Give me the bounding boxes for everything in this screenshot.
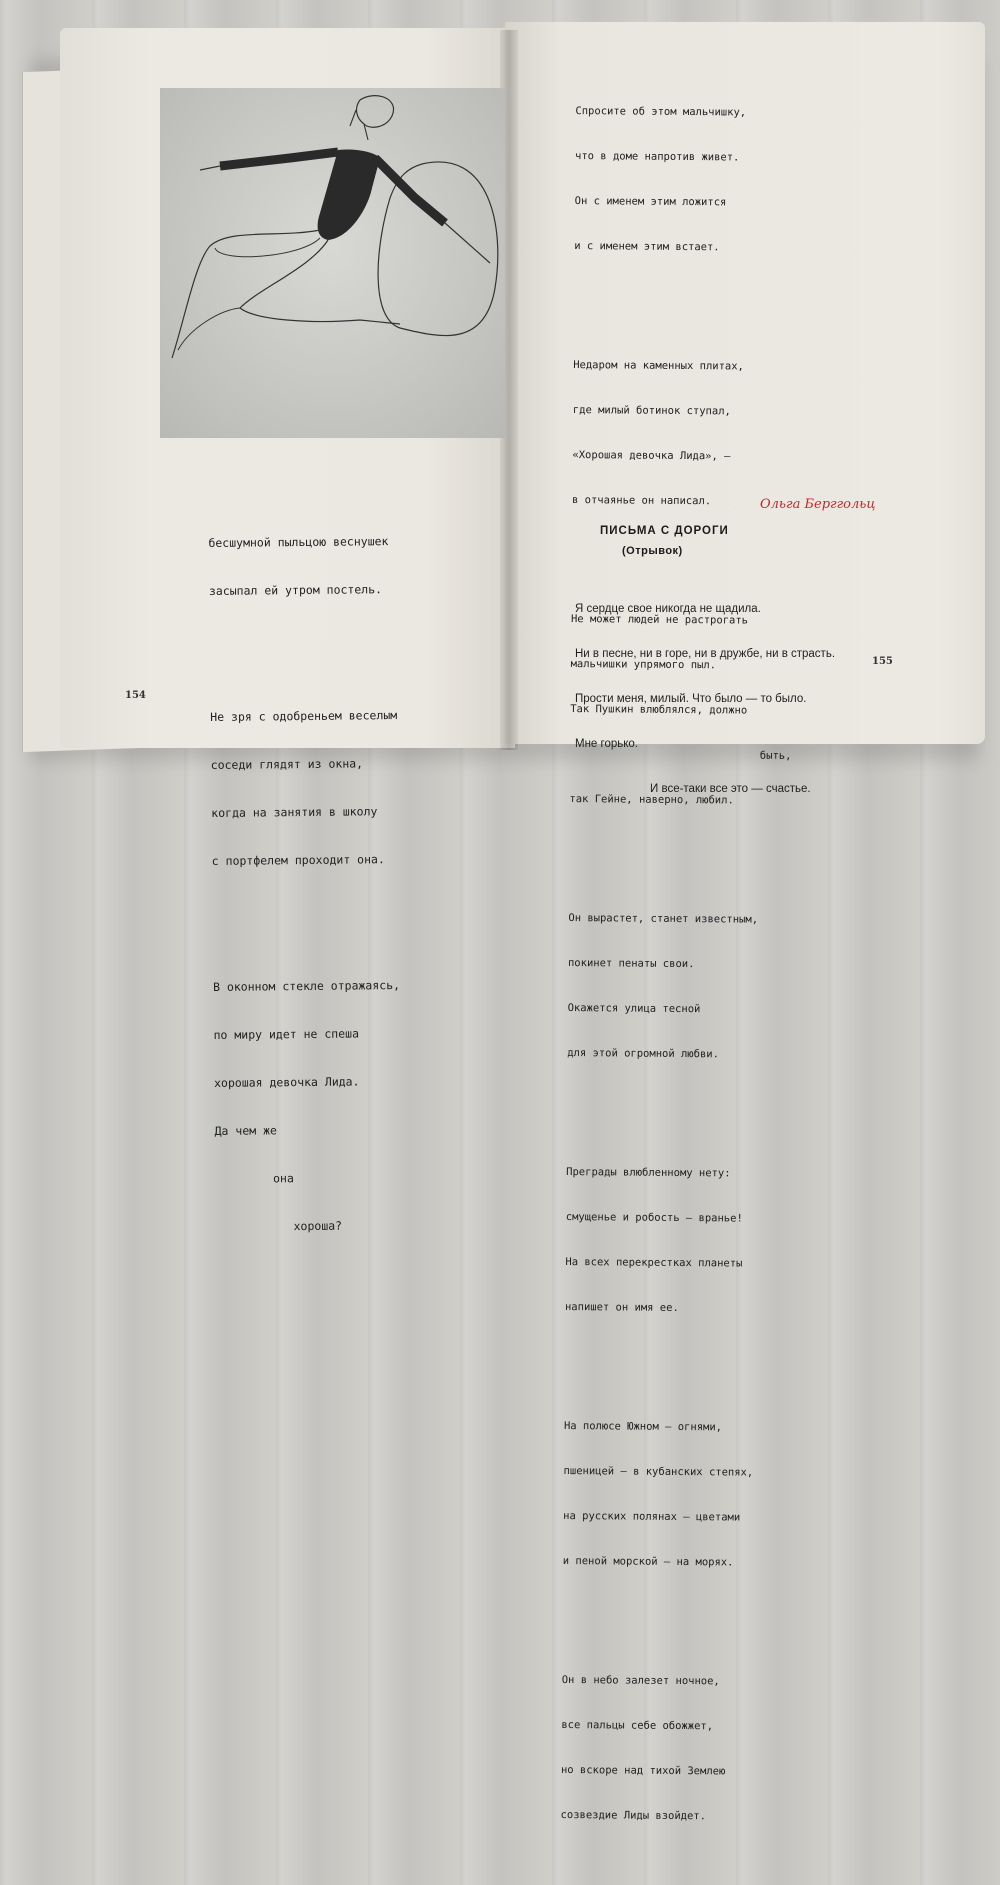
ball-outline [378,162,498,336]
author-name: Ольга Берггольц [760,497,876,512]
poem-line: быть, [759,749,792,762]
poem-line: Не может людей не растрогать [570,613,749,627]
poem-line: что в доме напротив живет. [574,150,740,164]
poem-line: и пеной морской — на морях. [562,1555,734,1569]
poem-line: Он с именем этим ложится [574,195,727,209]
page-number-right: 155 [872,656,893,667]
right-page-poem [560,44,798,1885]
poem-line: покинет пенаты свои. [567,957,695,971]
poem-line: соседи глядят из окна, [210,756,364,772]
poem-line: мальчишки упрямого пыл. [570,658,717,672]
poem-line: Не зря с одобреньем веселым [210,708,398,724]
poem-line: хорошая девочка Лида. [214,1074,360,1090]
dancer-illustration [160,88,505,438]
poem-line: с портфелем проходит она. [211,852,385,868]
poem-line: На полюсе Южном — огнями, [563,1420,723,1434]
poem-title: ПИСЬМА С ДОРОГИ [600,525,729,537]
poem-line: На всех перекрестках планеты [565,1256,743,1270]
poem-line: смущенье и робость — вранье! [565,1211,743,1225]
poem-line: Преграды влюбленному нету: [566,1166,731,1180]
poem-line: так Гейне, наверно, любил. [569,793,734,807]
poem-line: она [273,1171,294,1186]
poem-line: В оконном стекле отражаясь, [212,978,401,994]
poem-line: «Хорошая девочка Лида», — [572,449,731,463]
poem-line: но вскоре над тихой Землею [560,1764,726,1778]
page-number-left: 154 [125,690,146,701]
poem-line: напишет он имя ее. [564,1301,679,1315]
poem-line: бесшумной пыльцою веснушек [208,534,389,550]
poem-line: Так Пушкин влюблялся, должно [570,703,748,717]
poem-line: Я сердце свое никогда не щадила. [575,603,761,615]
poem-line: Да чем же [214,1123,277,1138]
poem-line: и с именем этим встает. [574,240,720,254]
poem-line: для этой огромной любви. [567,1047,719,1061]
poem-line: на русских полянах — цветами [563,1510,741,1524]
poem-line: Он вырастет, станет известным, [568,912,759,926]
poem-line: хороша? [293,1218,343,1234]
poem-line: когда на занятия в школу [211,804,378,820]
poem-subtitle: (Отрывок) [622,545,683,557]
poem-line: все пальцы себе обожжет, [561,1719,714,1733]
poem-line: Мне горько. [575,738,638,750]
poem-line: в отчаянье он написал. [571,494,712,508]
poem-line: Окажется улица тесной [567,1002,701,1016]
poem-line: по миру идет не спеша [213,1026,360,1042]
poem-line: созвездие Лиды взойдет. [560,1809,707,1823]
poem-line: Спросите об этом мальчишку, [575,105,747,119]
poem-line: пшеницей — в кубанских степях, [563,1465,754,1479]
poem-line: Ни в песне, ни в горе, ни в дружбе, ни в страсть. [575,648,836,660]
second-poem [575,572,835,827]
poem-line: засыпал ей утром постель. [208,582,383,598]
left-page-poem [208,469,404,1299]
poem-line: И все-таки все это — счастье. [650,783,811,795]
poem-line: где милый ботинок ступал, [572,404,731,418]
poem-line: Прости меня, милый. Что было — то было. [575,693,807,705]
dancer-drawing [160,88,505,438]
poem-line: Недаром на каменных плитах, [573,359,744,373]
poem-line: Он в небо залезет ночное, [561,1674,720,1688]
